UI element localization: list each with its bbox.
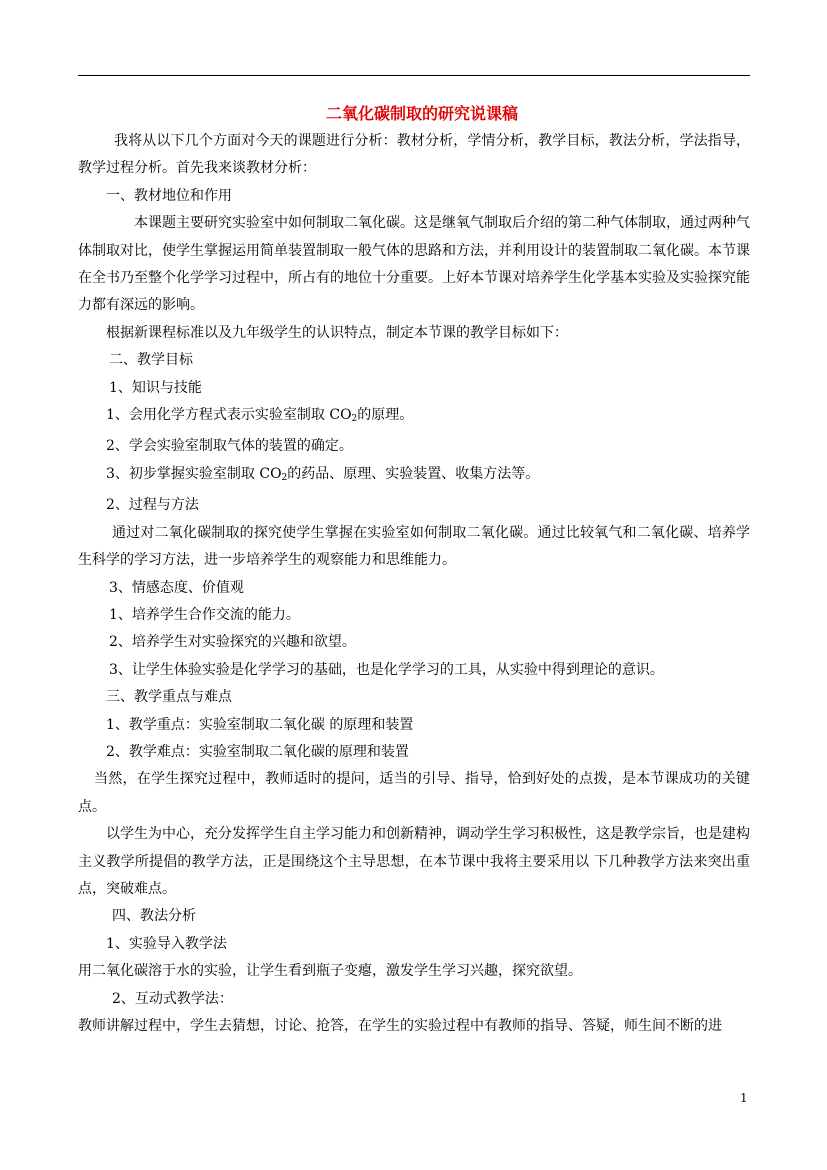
paragraph xyxy=(78,461,750,492)
paragraph-text: 1、实验导入教学法 xyxy=(106,935,227,952)
paragraph-text: 1、培养学生合作交流的能力。 xyxy=(109,606,300,623)
paragraph-text: 我将从以下几个方面对今天的课题进行分析：教材分析，学情分析，教学目标，教法分析，学法指导，教学过程分析。首先我来谈教材分析： xyxy=(78,133,750,177)
paragraph-text: 当然，在学生探究过程中，教师适时的提问，适当的引导、指导，恰到好处的点拨，是本节课成功的关键点。 xyxy=(78,771,750,815)
paragraph-text: 1、教学重点：实验室制取二氧化碳 的原理和装置 xyxy=(106,716,414,733)
paragraph xyxy=(78,210,750,320)
paragraph xyxy=(78,766,750,821)
subscript: 2 xyxy=(281,472,288,483)
paragraph xyxy=(78,402,750,433)
paragraph-text: 3、让学生体验实验是化学学习的基础，也是化学学习的工具，从实验中得到理论的意识。 xyxy=(109,661,664,678)
subscript: 2 xyxy=(351,414,358,425)
paragraph xyxy=(78,986,750,1013)
paragraph xyxy=(78,684,750,711)
paragraph-text: 教师讲解过程中，学生去猜想，讨论、抢答，在学生的实验过程中有教师的指导、答疑，师生间不断的进 xyxy=(78,1018,722,1034)
paragraph-text: 2、培养学生对实验探究的兴趣和欲望。 xyxy=(109,634,356,651)
paragraph-text: 3、情感态度、价值观 xyxy=(109,579,244,596)
paragraph-text-continued: 的药品、原理、实验装置、收集方法等。 xyxy=(287,465,540,482)
paragraph xyxy=(78,347,750,374)
paragraph xyxy=(78,1013,750,1040)
paragraph-text: 通过对二氧化碳制取的探究使学生掌握在实验室如何制取二氧化碳。通过比较氧气和二氧化碳、培养学生科学的学习方法，进一步培养学生的观察能力和思维能力。 xyxy=(78,524,750,569)
paragraph xyxy=(78,712,750,739)
header-rule xyxy=(78,75,750,76)
paragraph-text: 3、初步掌握实验室制取 CO xyxy=(106,465,282,482)
paragraph xyxy=(78,931,750,958)
paragraph xyxy=(78,903,750,930)
paragraph-text: 三、教学重点与难点 xyxy=(106,689,232,706)
paragraph xyxy=(78,958,750,985)
paragraph-text: 二、教学目标 xyxy=(109,352,193,369)
paragraph xyxy=(78,739,750,766)
paragraph xyxy=(78,575,750,602)
paragraph-text: 2、教学难点：实验室制取二氧化碳的原理和装置 xyxy=(106,743,409,760)
paragraph xyxy=(78,375,750,402)
paragraph xyxy=(78,128,750,183)
paragraph xyxy=(78,320,750,347)
document-body xyxy=(78,100,750,1040)
document-title: 二氧化碳制取的研究说课稿 xyxy=(325,104,518,123)
paragraph-text: 2、互动式教学法： xyxy=(112,990,233,1007)
paragraph-text: 以学生为中心，充分发挥学生自主学习能力和创新精神，调动学生学习积极性，这是教学宗旨，也是建构主义教学所提倡的教学方法，正是围绕这个主导思想，在本节课中我将主要采用以 下几种教学方法来突出重点，突破难点。 xyxy=(78,826,750,897)
paragraph-text: 1、知识与技能 xyxy=(109,379,202,396)
paragraph xyxy=(78,629,750,656)
paragraph-text: 本课题主要研究实验室中如何制取二氧化碳。这是继氧气制取后介绍的第二种气体制取，通过两种气体制取对比，使学生掌握运用简单装置制取一般气体的思路和方法，并利用设计的装置制取二氧化碳。本节课在全书乃至整个化学学习过程中，所占有的地位十分重要。上好本节课对培养学生化学基本实验及实验探究能力都有深远的影响。 xyxy=(78,215,750,314)
paragraph-text: 四、教法分析 xyxy=(112,908,196,925)
paragraph xyxy=(78,183,750,210)
page-number: 1 xyxy=(740,1091,748,1105)
paragraph xyxy=(78,520,750,575)
paragraph-text: 一、教材地位和作用 xyxy=(106,187,232,204)
paragraph xyxy=(78,602,750,629)
paragraph-text: 根据新课程标准以及九年级学生的认识特点，制定本节课的教学目标如下： xyxy=(106,324,568,341)
paragraph-text: 2、学会实验室制取气体的装置的确定。 xyxy=(106,438,353,455)
paragraph-text: 2、过程与方法 xyxy=(106,497,199,514)
paragraph xyxy=(78,821,750,903)
paragraph xyxy=(78,492,750,519)
paragraph xyxy=(78,657,750,684)
paragraph-text-continued: 的原理。 xyxy=(357,407,414,424)
paragraph xyxy=(78,433,750,460)
paragraph-text: 用二氧化碳溶于水的实验，让学生看到瓶子变瘪，激发学生学习兴趣，探究欲望。 xyxy=(78,963,582,980)
paragraph-list xyxy=(78,128,750,1040)
paragraph-text: 1、会用化学方程式表示实验室制取 CO xyxy=(106,407,352,424)
